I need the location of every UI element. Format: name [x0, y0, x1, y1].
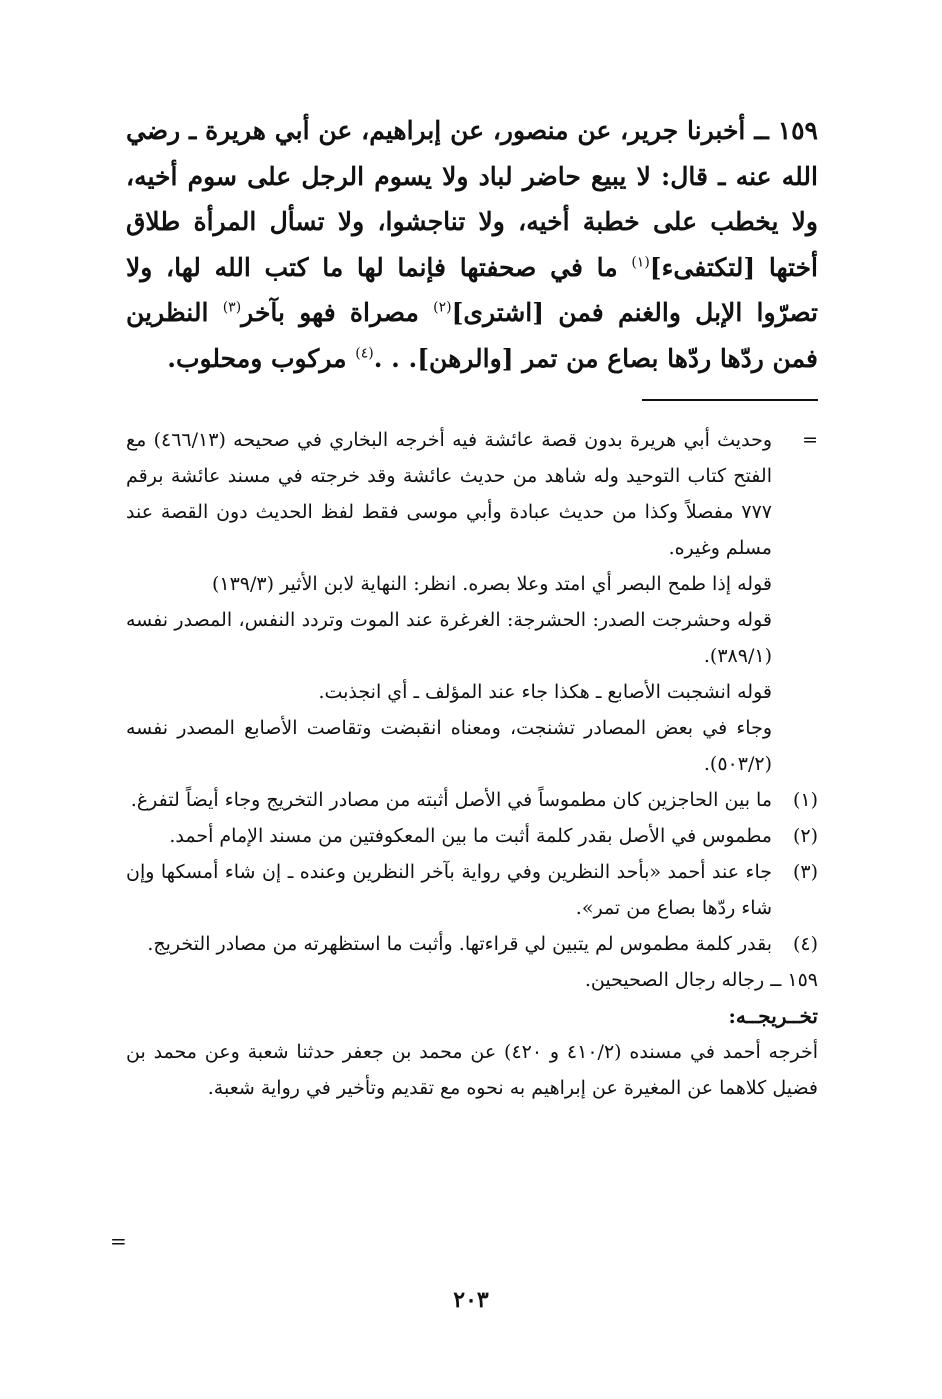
grading-line: ١٥٩ ــ رجاله رجال الصحيحين.: [584, 969, 818, 991]
page-number: ٢٠٣: [453, 1287, 489, 1313]
footnote-3: [126, 854, 818, 926]
footnote-ref-1: (١): [631, 254, 650, 271]
hadith-part-5: مركوب ومحلوب.: [167, 343, 356, 373]
footnote-1: [126, 782, 818, 818]
footnote-2: [126, 818, 818, 854]
footnote-3-number: (٣): [792, 861, 818, 883]
footnote-1-text: ما بين الحاجزين كان مطموساً في الأصل أثبته من مصادر التخريج وجاء أيضاً لتفرغ.: [130, 789, 772, 811]
note-line-c: قوله انشجبت الأصابع ـ هكذا جاء عند المؤلف ـ أي انجذبت.: [318, 681, 772, 703]
footnote-ref-3: (٣): [222, 299, 242, 316]
footnote-2-text: مطموس في الأصل بقدر كلمة أثبت ما بين المعكوفتين من مسند الإمام أحمد.: [169, 825, 772, 847]
takhrij-text: أخرجه أحمد في مسنده (٤١٠/٢ و ٤٢٠) عن محمد بن جعفر حدثنا شعبة وعن محمد بن فضيل كلاهما عن المغيرة عن إبراهيم به نحوه مع تقديم وتأخير في رواية شعبة.: [126, 1041, 818, 1099]
continued-note: [126, 422, 818, 782]
continuation-mark: =: [802, 429, 818, 451]
footnote-divider: [642, 399, 818, 401]
footnotes: [126, 422, 818, 1106]
footnote-1-number: (١): [792, 789, 818, 811]
note-line-b: قوله وحشرجت الصدر: الحشرجة: الغرغرة عند الموت وتردد النفس، المصدر نفسه (٣٨٩/١).: [126, 609, 772, 667]
hadith-text: [126, 108, 818, 381]
hadith-paragraph: ١٥٩ ــ أخبرنا جرير، عن منصور، عن إبراهيم، عن أبي هريرة ـ رضي الله عنه ـ قال: لا يبيع حاضر لباد ولا يسوم الرجل على سوم أخيه، ولا يخطب على خطبة أخيه، ولا تناجشوا، ولا تسأل المرأة طلاق أختها [لتكتفىء]: [126, 116, 818, 282]
footnote-4: [126, 926, 818, 962]
hadith-part-2: ما في صحفتها فإنما لها ما كتب الله لها، ولا تصرّوا الإبل والغنم فمن [اشترى]: [126, 252, 818, 327]
footnote-2-number: (٢): [792, 825, 818, 847]
note-line-a: قوله إذا طمح البصر أي امتد وعلا بصره. انظر: النهاية لابن الأثير (١٣٩/٣): [211, 573, 772, 595]
footnote-ref-4: (٤): [355, 345, 374, 362]
takhrij-title: تخــريجــه:: [728, 1004, 818, 1028]
footnote-3-text: جاء عند أحمد «بأحد النظرين وفي رواية بآخر النظرين وعنده ـ إن شاء أمسكها وإن شاء ردّها بصاع من تمر».: [126, 861, 772, 919]
footnote-4-text: بقدر كلمة مطموس لم يتبين لي قراءتها. وأثبت ما استظهرته من مصادر التخريج.: [147, 933, 772, 955]
footnote-ref-2: (٢): [433, 299, 452, 316]
hadith-part-3: مصراة فهو بآخر: [241, 298, 434, 327]
note-line-d: وجاء في بعض المصادر تشنجت، ومعناه انقبضت وتقاصت الأصابع المصدر نفسه (٥٠٣/٢).: [126, 717, 772, 775]
hadith-part-4: النظرين فمن ردّها ردّها بصاع من تمر [والرهن]. . .: [126, 298, 818, 373]
footnote-4-number: (٤): [792, 933, 818, 955]
continued-paragraph: وحديث أبي هريرة بدون قصة عائشة فيه أخرجه البخاري في صحيحه (٤٦٦/١٣) مع الفتح كتاب التوحيد وله شاهد من حديث عائشة وقد خرجته في مسند عائشة برقم ٧٧٧ مفصلاً وكذا من حديث عبادة وأبي موسى فقط لفظ الحديث دون القصة عند مسلم وغيره.: [126, 429, 772, 559]
bottom-continuation-mark: =: [110, 1229, 127, 1253]
